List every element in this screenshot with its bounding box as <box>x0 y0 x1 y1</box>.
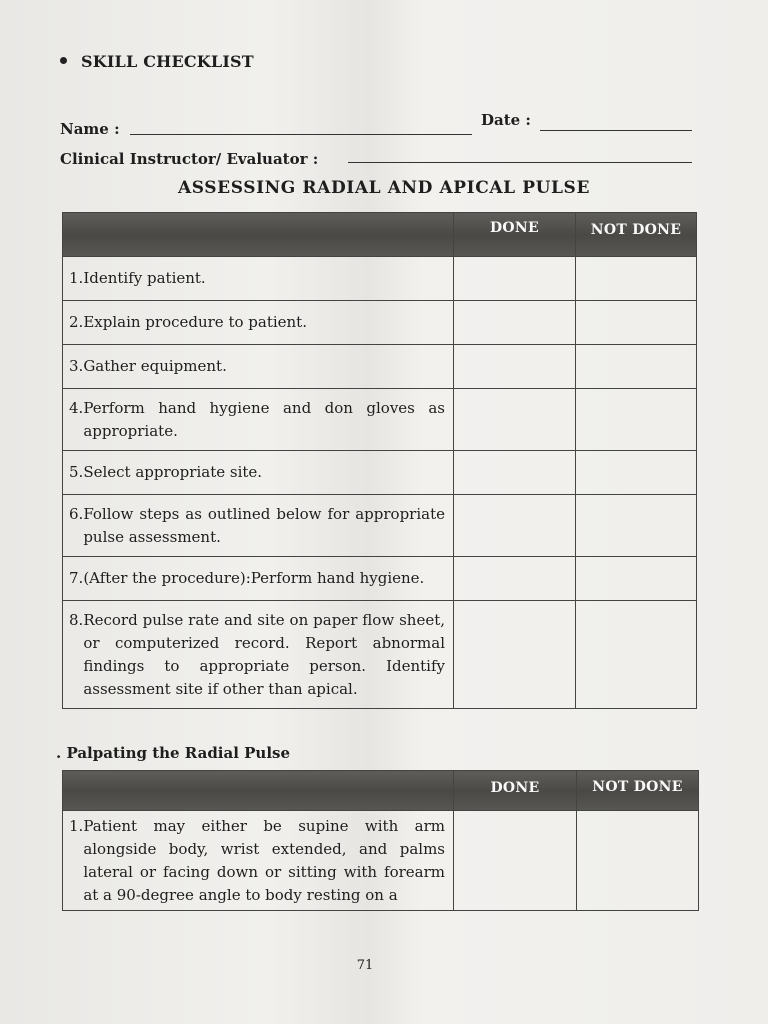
not-done-checkbox-cell[interactable] <box>576 257 697 301</box>
step-text: (After the procedure):Perform hand hygiene. <box>83 569 425 587</box>
not-done-checkbox-cell[interactable] <box>576 451 697 495</box>
instructor-field-line[interactable] <box>348 150 692 163</box>
not-done-checkbox-cell[interactable] <box>576 389 697 451</box>
done-checkbox-cell[interactable] <box>454 495 576 557</box>
skill-checklist-heading <box>60 52 254 71</box>
done-checkbox-cell[interactable] <box>454 557 576 601</box>
not-done-checkbox-cell[interactable] <box>576 601 697 709</box>
step-cell <box>63 451 454 495</box>
table-row <box>63 389 697 451</box>
table-row <box>63 811 699 911</box>
radial-pulse-subtitle: . Palpating the Radial Pulse <box>56 744 291 762</box>
not-done-column-header: NOT DONE <box>576 213 697 257</box>
not-done-column-header: NOT DONE <box>577 771 699 811</box>
done-checkbox-cell[interactable] <box>454 811 577 911</box>
step-cell <box>63 389 454 451</box>
step-number: 6. <box>69 504 84 523</box>
radial-pulse-table <box>62 770 699 911</box>
step-cell <box>63 257 454 301</box>
step-text: Gather equipment. <box>83 357 227 375</box>
step-cell <box>63 495 454 557</box>
step-column-header <box>63 771 454 811</box>
not-done-checkbox-cell[interactable] <box>576 301 697 345</box>
step-number: 5. <box>69 463 84 481</box>
done-column-header: DONE <box>454 771 577 811</box>
table-row <box>63 257 697 301</box>
step-text: Explain procedure to patient. <box>83 313 307 331</box>
table-header-row <box>63 771 699 811</box>
done-checkbox-cell[interactable] <box>454 257 576 301</box>
step-number: 8. <box>69 610 84 629</box>
step-text: Identify patient. <box>83 269 206 287</box>
step-text: Record pulse rate and site on paper flow sheet, or computerized record. Report abnormal findings to appropriate person. Identify assessment site if other than apical. <box>83 610 445 698</box>
step-text: Patient may either be supine with arm alongside body, wrist extended, and palms lateral or facing down or sitting with forearm at a 90-degree angle to body resting on a <box>83 816 445 904</box>
step-cell <box>63 301 454 345</box>
step-cell <box>63 811 454 911</box>
step-number: 1. <box>69 269 84 287</box>
date-label: Date : <box>481 111 531 129</box>
step-text: Select appropriate site. <box>83 463 263 481</box>
done-column-header: DONE <box>454 213 576 257</box>
not-done-checkbox-cell[interactable] <box>576 557 697 601</box>
table-row <box>63 451 697 495</box>
done-checkbox-cell[interactable] <box>454 451 576 495</box>
step-cell <box>63 601 454 709</box>
done-checkbox-cell[interactable] <box>454 345 576 389</box>
name-label: Name : <box>60 120 120 138</box>
table-row <box>63 601 697 709</box>
bullet-icon <box>60 57 67 64</box>
step-number: 3. <box>69 357 84 375</box>
step-number: 7. <box>69 569 84 587</box>
done-checkbox-cell[interactable] <box>454 389 576 451</box>
not-done-checkbox-cell[interactable] <box>576 345 697 389</box>
not-done-checkbox-cell[interactable] <box>577 811 699 911</box>
step-cell <box>63 345 454 389</box>
not-done-checkbox-cell[interactable] <box>576 495 697 557</box>
step-number: 2. <box>69 313 84 331</box>
date-field-line[interactable] <box>540 118 692 131</box>
pulse-checklist-table <box>62 212 697 709</box>
skill-checklist-text: SKILL CHECKLIST <box>81 52 254 71</box>
table-row <box>63 301 697 345</box>
page-number: 71 <box>356 958 374 973</box>
step-number: 4. <box>69 398 84 417</box>
step-text: Perform hand hygiene and don gloves as appropriate. <box>83 398 445 440</box>
section-title: ASSESSING RADIAL AND APICAL PULSE <box>177 178 590 198</box>
step-number: 1. <box>69 816 84 835</box>
done-checkbox-cell[interactable] <box>454 301 576 345</box>
table-row <box>63 495 697 557</box>
step-column-header <box>63 213 454 257</box>
table-row <box>63 345 697 389</box>
table-row <box>63 557 697 601</box>
step-text: Follow steps as outlined below for appropriate pulse assessment. <box>83 504 445 546</box>
step-cell <box>63 557 454 601</box>
done-checkbox-cell[interactable] <box>454 601 576 709</box>
table-header-row <box>63 213 697 257</box>
name-field-line[interactable] <box>130 122 472 135</box>
instructor-label: Clinical Instructor/ Evaluator : <box>60 150 319 168</box>
